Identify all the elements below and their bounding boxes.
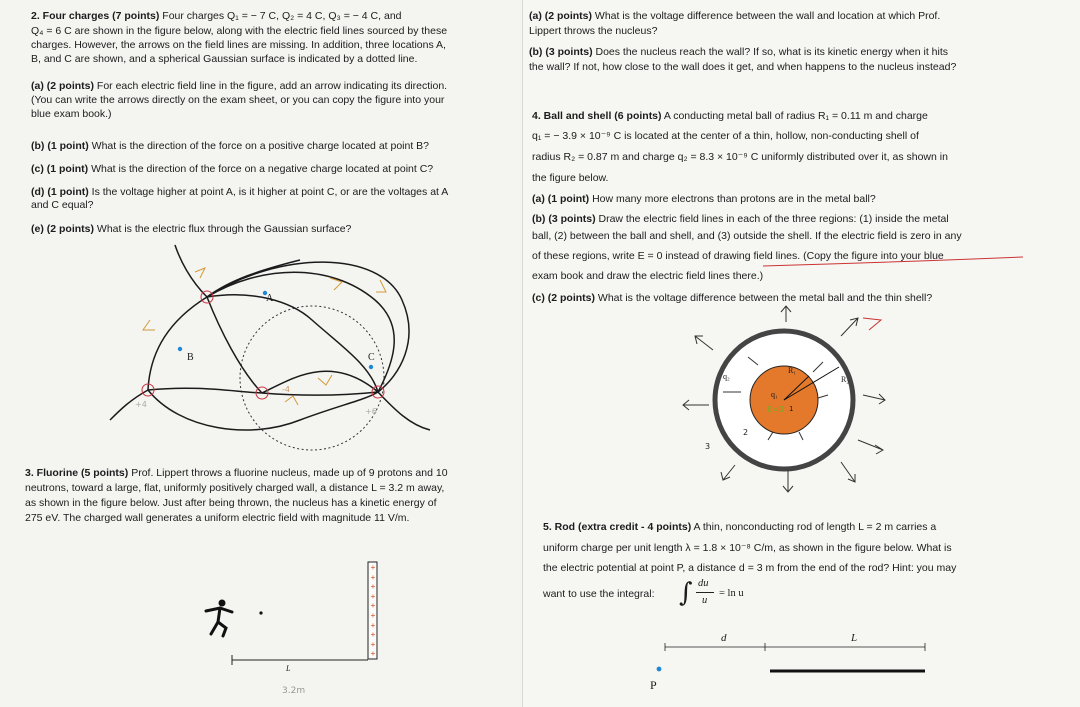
q2-part-c: (c) (1 point) What is the direction of the force on a negative charge located at point C?	[31, 163, 434, 175]
distance-label: L	[286, 664, 291, 673]
region-3-label: 3	[705, 442, 711, 451]
region-2-label: 2	[743, 428, 749, 437]
q4-part-a: (a) (1 point) How many more electrons than protons are in the metal ball?	[532, 193, 876, 205]
q2-label: q₂	[723, 372, 730, 381]
r1-label: R₁	[788, 366, 797, 375]
hand-q3: -4	[282, 385, 290, 394]
point-b-label: B	[187, 352, 194, 363]
region-1-label: 1	[789, 405, 794, 413]
thrower-icon	[206, 600, 232, 637]
fraction-bar	[696, 592, 714, 593]
d-label: d	[721, 632, 727, 644]
r2-label: R₂	[841, 375, 850, 384]
hand-q2: +6	[365, 407, 377, 416]
wall-charges: + + + + + + + + + +	[370, 563, 376, 659]
nucleus-dot	[259, 611, 262, 614]
point-c-label: C	[368, 352, 375, 363]
q2-part-b: (b) (1 point) What is the direction of the force on a positive charge located at point B?	[31, 140, 430, 152]
q2-heading: 2. Four charges (7 points)	[31, 10, 160, 22]
point-a-label: A	[266, 293, 274, 304]
left-page: 2. Four charges (7 points) Four charges Q₁ = − 7 C, Q₂ = 4 C, Q₃ = − 4 C, and Q₄ = 6 C are shown in the figure below, along with the electric field lines sourced by these charges. However, the arrows on the field lines are missing. In addition, three locations A, B, and C are shown, and a spherical Gaussian surface is indicated by a dotted line. (a) (2 points) For each electric field line in the figure, add an arrow indicating its direction. (You can write the arrows directly on the exam sheet, or you can copy the figure into your blue exam book.) (b) (1 point) What is the direction of the force on a positive charge located at point B? (c) (1 point) What is the direction of the force on a negative charge located at point C? (d) (1 point) Is the voltage higher at point A, is it higher at point C, or are the voltages at A and C equal? (e) (2 points) What is the electric flux through the Gaussian surface? A B C +4 -4 +6 3. Fluorine (5 points) Prof. Lippert throws a fluorine nucleus, made up of 9 protons and 10 neutrons, toward a large, flat, uniformly positively charged wall, a distance L = 3.2 m away, as shown in the figure below. Just after being thrown, the nucleus has a kinetic energy of 275 eV. The charged wall generates a uniform electric field with magnitude 11 V/m. + + + + + + + + + + L 3.2m	[0, 0, 522, 707]
q1-label: q₁	[771, 390, 778, 399]
hand-q4: +4	[135, 400, 147, 409]
q3-heading: 3. Fluorine (5 points)	[25, 467, 129, 479]
q2-part-e: (e) (2 points) What is the electric flux through the Gaussian surface?	[31, 223, 352, 235]
ball-shell-figure	[523, 0, 1080, 707]
q4-part-c: (c) (2 points) What is the voltage difference between the metal ball and the thin shell?	[532, 292, 933, 304]
q5-heading: 5. Rod (extra credit - 4 points)	[543, 521, 692, 533]
l-label: L	[851, 632, 858, 644]
p-label: P	[650, 678, 657, 692]
fluorine-figure	[0, 0, 522, 707]
integral-sign-icon: ∫	[679, 578, 693, 608]
right-page: (a) (2 points) What is the voltage difference between the wall and location at which Prof. Lippert throws the nucleus? (b) (3 points) Does the nucleus reach the wall? If so, what is its kinetic energy when it hits the wall? If not, how close to the wall does it get, and when happens to the nucleus instead? 4. Ball and shell (6 points) A conducting metal ball of radius R₁ = 0.11 m and charge q₁ = − 3.9 × 10⁻⁹ C is located at the center of a thin, hollow, non-conducting shell of radius R₂ = 0.87 m and charge q₂ = 8.3 × 10⁻⁹ C uniformly distributed over it, as shown in the figure below. (a) (1 point) How many more electrons than protons are in the metal ball? (b) (3 points) Draw the electric field lines in each of the three regions: (1) inside the metal ball, (2) between the ball and shell, and (3) outside the shell. If the electric field is zero in any of these regions, write E = 0 instead of drawing field lines. (Copy the figure into your blue exam book and draw the electric field lines there.) (c) (2 points) What is the voltage difference between the metal ball and the thin shell? q₂ q₁ R₁ R₂ 2 3 E=0 1 5. Rod (extra credit - 4 points) A thin, nonconducting rod of length L = 2 m carries a uniform charge per unit length λ = 1.8 × 10⁻⁸ C/m, as shown in the figure below. What is the electric potential at point P, a distance d = 3 m from the end of the rod? Hint: you may want to use the integral: ∫ du u = ln u d L P	[522, 0, 1080, 707]
hand-e-zero: E=0	[767, 405, 784, 414]
q4-heading: 4. Ball and shell (6 points)	[532, 110, 662, 122]
hand-distance: 3.2m	[282, 686, 306, 696]
point-p-dot	[657, 667, 662, 672]
